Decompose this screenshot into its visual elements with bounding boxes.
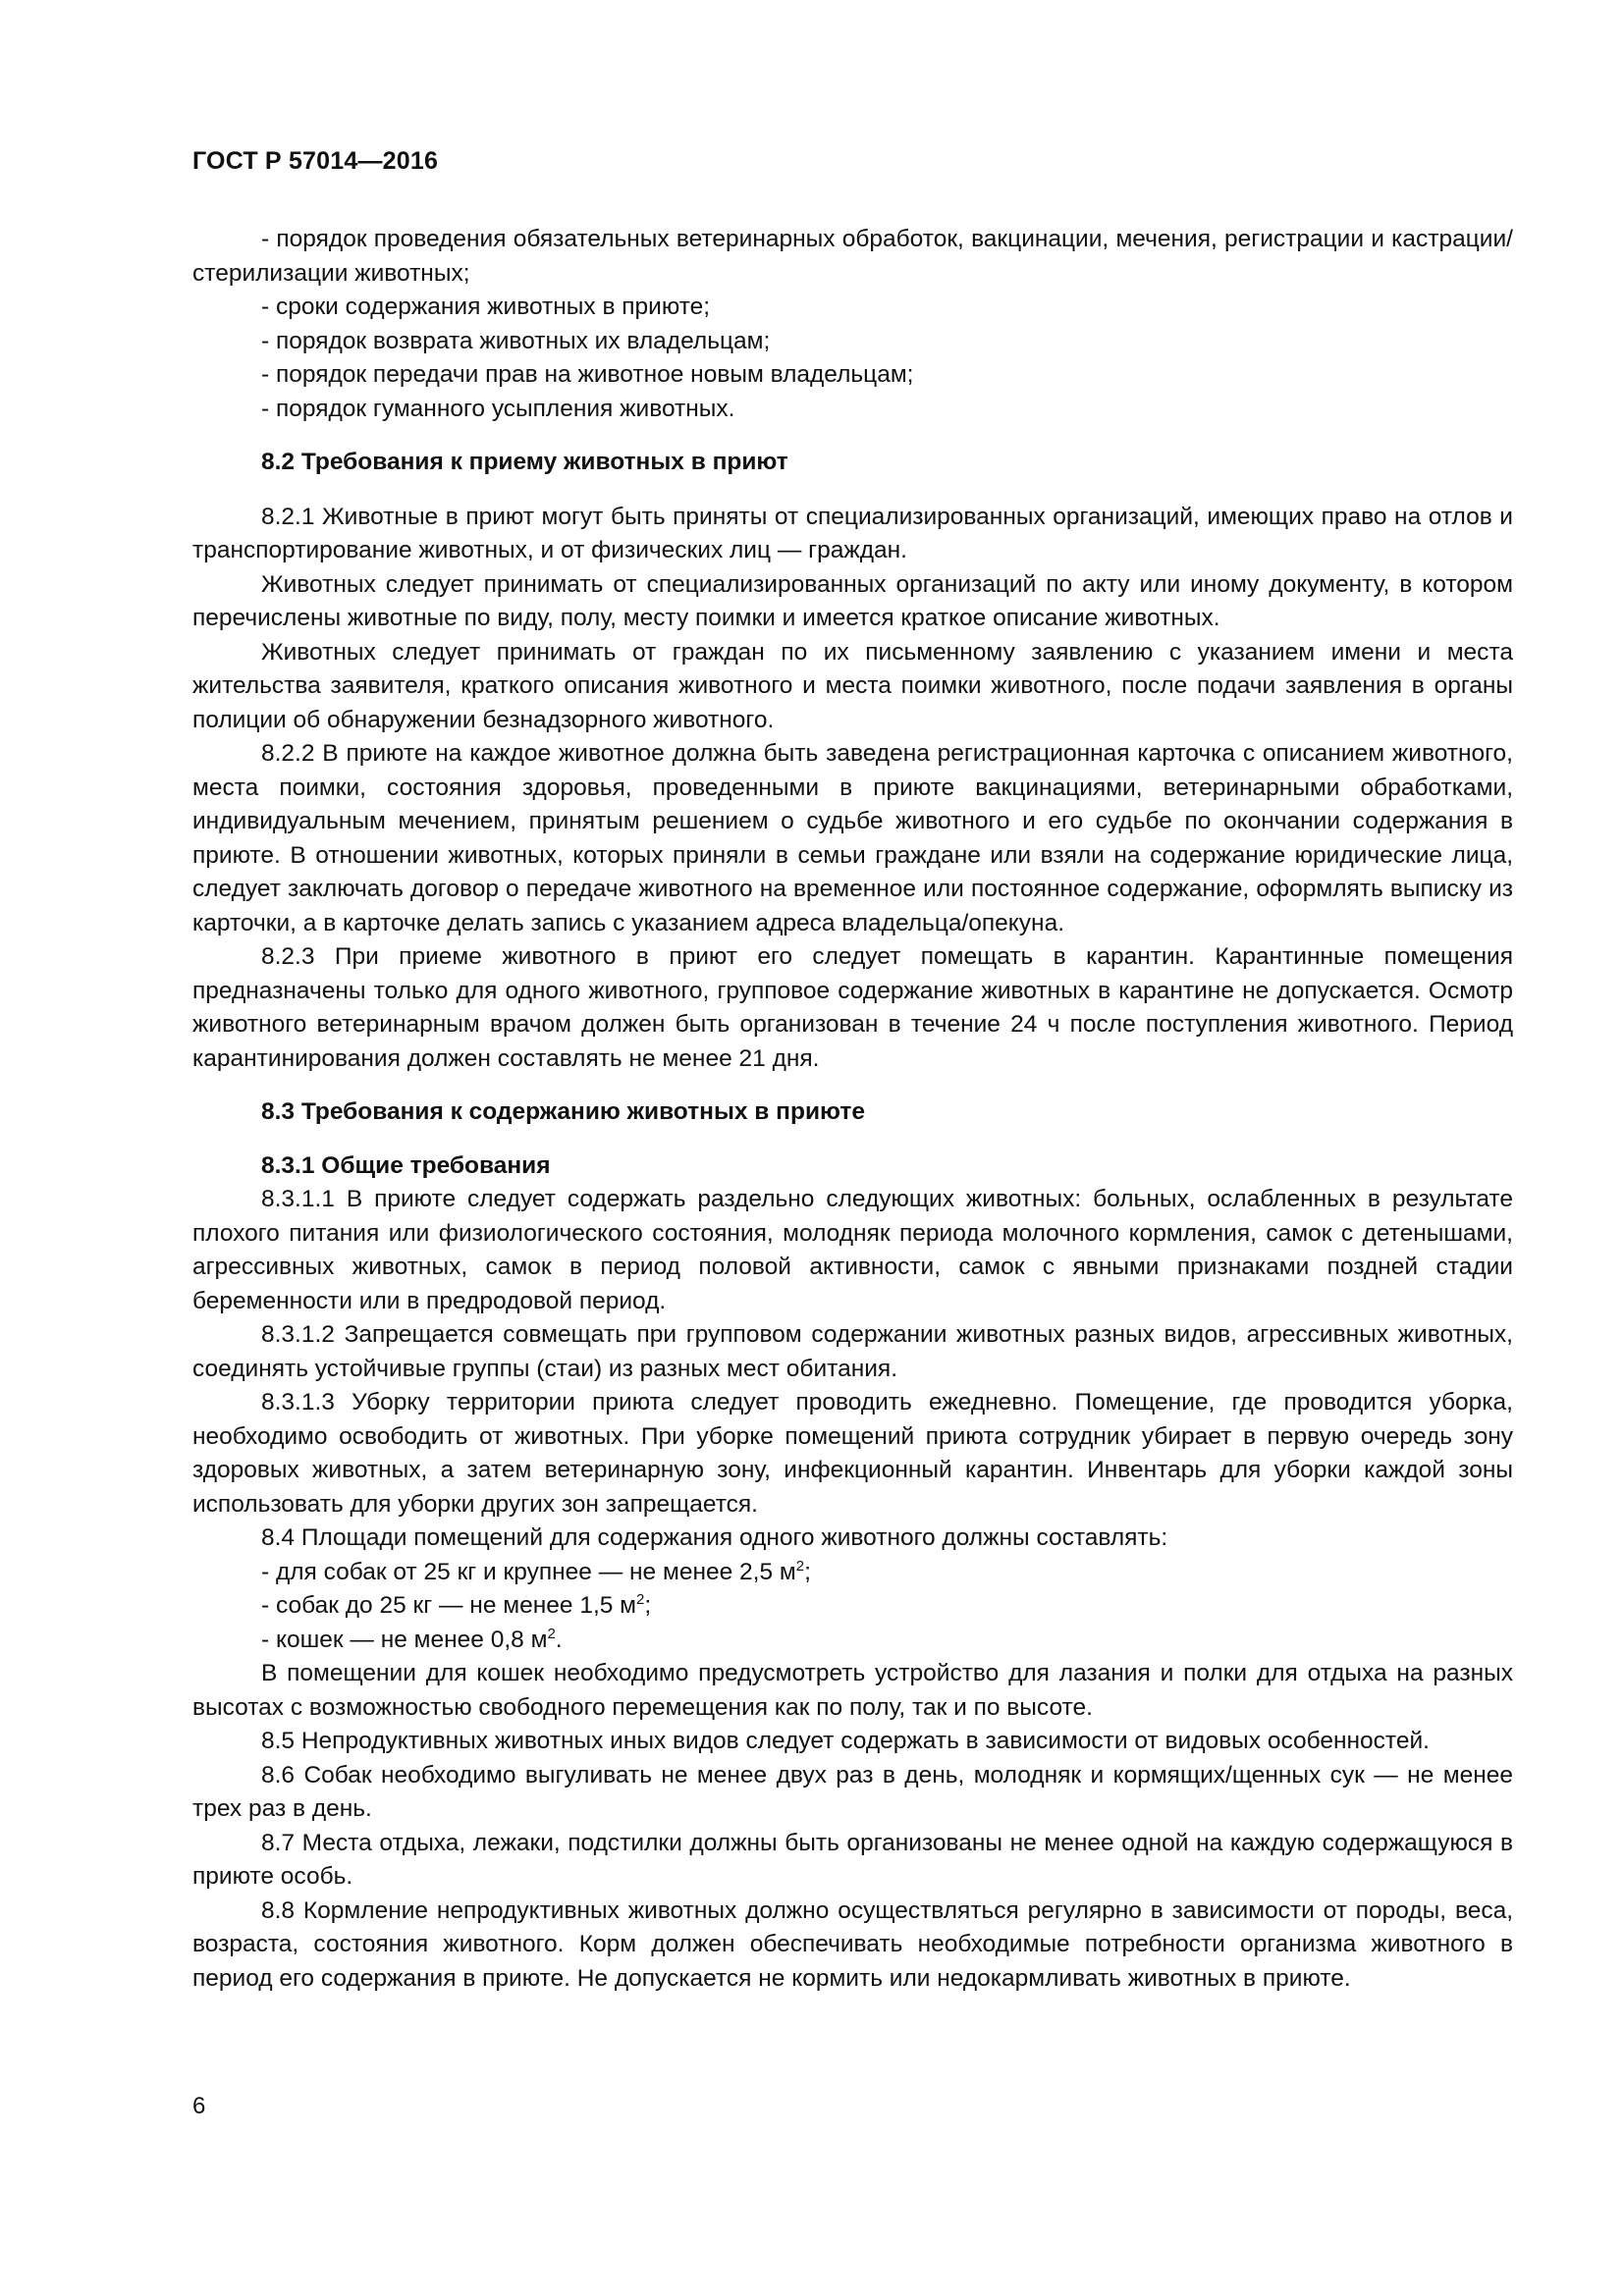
section-8-2-paragraph: 8.2.3 При приеме животного в приют его следует помещать в карантин. Карантинные помещения предназначены только для одного животного, групповое содержание животных в карантине не допускается. Осмотр животного ветеринарным врачом должен быть организован в течение 24 ч после поступления животного. Период карантинирования должен составлять не менее 21 дня. xyxy=(192,943,1513,1072)
section-8-2-paragraph: Животных следует принимать от специализированных организаций по акту или иному документу, в котором перечислены животные по виду, полу, месту поимки и имеется краткое описание животных. xyxy=(192,570,1513,631)
area-list-item xyxy=(192,1589,1513,1624)
section-8-8-paragraph: 8.8 Кормление непродуктивных животных должно осуществляться регулярно в зависимости от породы, веса, возраста, состояния животного. Корм должен обеспечивать необходимые потребности организма животного в период его содержания в приюте. Не допускается не кормить или недокармливать животных в приюте. xyxy=(192,1896,1513,1992)
section-8-3-heading: 8.3 Требования к содержанию животных в приюте xyxy=(261,1098,865,1125)
area-list-item xyxy=(192,1624,1513,1658)
page-content xyxy=(192,223,1513,1996)
intro-list-item: - сроки содержания животных в приюте; xyxy=(261,294,711,320)
area-list-item-text: - кошек — не менее 0,8 м xyxy=(261,1626,548,1653)
page-number: 6 xyxy=(192,2093,206,2119)
superscript: 2 xyxy=(636,1591,645,1608)
area-list-item-text: - для собак от 25 кг и крупнее — не менее 2,5 м xyxy=(261,1558,796,1585)
section-8-2-paragraph: 8.2.1 Животные в приют могут быть приняты от специализированных организаций, имеющих право на отлов и транспортирование животных, и от физических лиц — граждан. xyxy=(192,503,1513,563)
section-8-7-paragraph: 8.7 Места отдыха, лежаки, подстилки должны быть организованы не менее одной на каждую содержащуюся в приюте особь. xyxy=(192,1829,1513,1890)
area-list-item-text: - собак до 25 кг — не менее 1,5 м xyxy=(261,1592,637,1619)
intro-list-item: - порядок передачи прав на животное новым владельцам; xyxy=(261,361,914,388)
area-list-item-tail: . xyxy=(555,1626,563,1653)
section-8-2-paragraph: Животных следует принимать от граждан по их письменному заявлению с указанием имени и места жительства заявителя, краткого описания животного и места поимки животного, после подачи заявления в органы полиции об обнаружении безнадзорного животного. xyxy=(192,638,1513,733)
area-list-item xyxy=(192,1556,1513,1590)
section-8-4-intro: 8.4 Площади помещений для содержания одного животного должны составлять: xyxy=(261,1524,1168,1551)
section-8-3-paragraph: 8.3.1.2 Запрещается совмещать при групповом содержании животных разных видов, агрессивных животных, соединять устойчивые группы (стаи) из разных мест обитания. xyxy=(192,1321,1513,1382)
section-8-3-paragraph: 8.3.1.3 Уборку территории приюта следует проводить ежедневно. Помещение, где проводится уборка, необходимо освободить от животных. При уборке помещений приюта сотрудник убирает в первую очередь зону здоровых животных, а затем ветеринарную зону, инфекционный карантин. Инвентарь для уборки каждой зоны использовать для уборки других зон запрещается. xyxy=(192,1389,1513,1518)
superscript: 2 xyxy=(795,1557,805,1575)
document-id-header: ГОСТ Р 57014—2016 xyxy=(192,147,439,175)
superscript: 2 xyxy=(547,1625,556,1642)
section-8-6-paragraph: 8.6 Собак необходимо выгуливать не менее двух раз в день, молодняк и кормящих/щенных сук — не менее трех раз в день. xyxy=(192,1761,1513,1822)
section-8-5-paragraph: 8.5 Непродуктивных животных иных видов следует содержать в зависимости от видовых особенностей. xyxy=(261,1728,1430,1754)
intro-list-item: - порядок проведения обязательных ветеринарных обработок, вакцинации, мечения, регистрации и кастрации/стерилизации животных; xyxy=(192,226,1513,287)
section-8-3-paragraph: 8.3.1.1 В приюте следует содержать раздельно следующих животных: больных, ослабленных в результате плохого питания или физиологического состояния, молодняк периода молочного кормления, самок с детенышами, агрессивных животных, самок в период половой активности, самок с явными признаками поздней стадии беременности или в предродовой период. xyxy=(192,1186,1513,1314)
intro-list-item: - порядок возврата животных их владельцам; xyxy=(261,327,771,354)
intro-list-item: - порядок гуманного усыпления животных. xyxy=(261,395,735,422)
section-8-4-note: В помещении для кошек необходимо предусмотреть устройство для лазания и полки для отдыха на разных высотах с возможностью свободного перемещения как по полу, так и по высоте. xyxy=(192,1660,1513,1721)
area-list-item-tail: ; xyxy=(804,1558,811,1585)
section-8-2-heading: 8.2 Требования к приему животных в приют xyxy=(261,449,788,475)
section-8-3-1-subheading: 8.3.1 Общие требования xyxy=(261,1151,551,1179)
area-list-item-tail: ; xyxy=(644,1592,652,1619)
section-8-2-paragraph: 8.2.2 В приюте на каждое животное должна быть заведена регистрационная карточка с описанием животного, места поимки, состояния здоровья, проведенными в приюте вакцинациями, ветеринарными обработками, индивидуальным мечением, принятым решением о судьбе животного и его судьбе по окончании содержания в приюте. В отношении животных, которых приняли в семьи граждане или взяли на содержание юридические лица, следует заключать договор о передаче животного на временное или постоянное содержание, оформлять выписку из карточки, а в карточке делать запись с указанием адреса владельца/опекуна. xyxy=(192,740,1513,936)
